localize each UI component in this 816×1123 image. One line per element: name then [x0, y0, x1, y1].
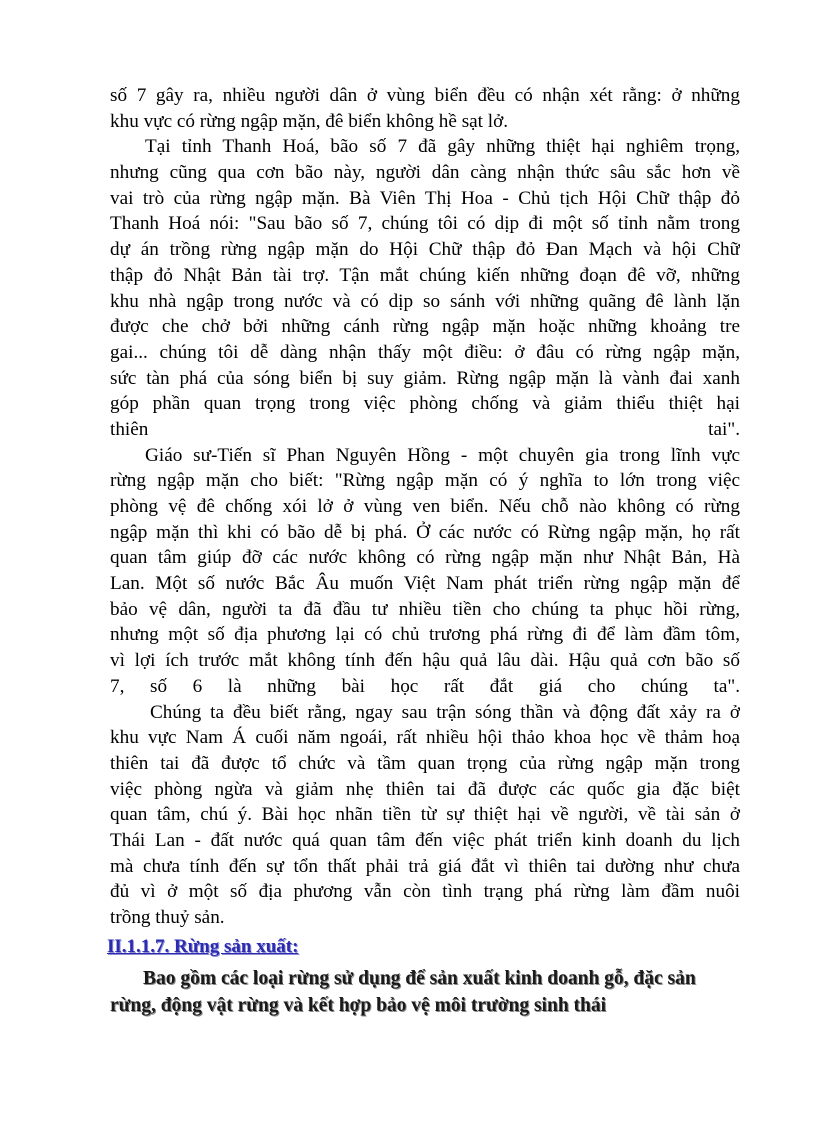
- text-line: dự án trồng rừng ngập mặn do Hội Chữ thập đỏ Đan Mạch và hội Chữ: [110, 239, 740, 261]
- text-line: gai... chúng tôi dễ dàng nhận thấy một điều: ở đâu có rừng ngập mặn,: [110, 341, 740, 363]
- text-line: ngập mặn thì khi có bão dễ bị phá. Ở các nước có Rừng ngập mặn, họ rất: [110, 521, 740, 543]
- text-line: được che chở bởi những cánh rừng ngập mặn hoặc những khoảng tre: [110, 316, 740, 338]
- text-line: khu vực Nam Á cuối năm ngoái, rất nhiều hội thảo khoa học về thảm hoạ: [110, 727, 740, 749]
- paragraph-4: [110, 700, 740, 931]
- text-line: nhưng một số địa phương lại có chủ trương phá rừng đi để làm đầm tôm,: [110, 624, 740, 646]
- text-line: khu nhà ngập trong nước và có dịp so sánh với những quãng đê lành lặn: [110, 290, 740, 312]
- text-line: Chúng ta đều biết rằng, ngay sau trận sóng thần và động đất xảy ra ở: [150, 701, 740, 723]
- document-page: [107, 83, 740, 1019]
- text-line: khu vực có rừng ngập mặn, đê biển không hề sạt lở.: [110, 110, 509, 132]
- text-line: Thanh Hoá nói: "Sau bão số 7, chúng tôi có dịp đi một số tỉnh nằm trong: [110, 213, 740, 235]
- text-line: thiên tai đã được tổ chức và tầm quan trọng của rừng ngập mặn trong: [110, 752, 740, 774]
- text-line: phòng vệ đê chống xói lở ở vùng ven biển. Nếu chỗ nào không có rừng: [110, 496, 740, 517]
- text-line: quan tâm giúp đỡ các nước không có rừng ngập mặn như Nhật Bản, Hà: [110, 547, 740, 569]
- text-line: đủ vì ở một số địa phương vẫn còn tình trạng phá rừng làm đầm nuôi: [110, 881, 740, 903]
- text-line: việc phòng ngừa và giảm nhẹ thiên tai đã được các quốc gia đặc biệt: [110, 778, 740, 800]
- text-line: 7, số 6 là những bài học rất đắt giá cho chúng ta".: [110, 675, 740, 697]
- text-line: Lan. Một số nước Bắc Âu muốn Việt Nam phát triển rừng ngập mặn để: [110, 573, 740, 595]
- text-line: nhưng cũng qua cơn bão này, người dân càng nhận thức sâu sắc hơn về: [110, 162, 740, 184]
- text-line: trồng thuỷ sản.: [110, 907, 225, 928]
- text-line: rừng ngập mặn cho biết: "Rừng ngập mặn có ý nghĩa to lớn trong việc: [110, 470, 740, 492]
- text-line: vai trò của rừng ngập mặn. Bà Viên Thị Hoa - Chủ tịch Hội Chữ thập đỏ: [110, 187, 740, 209]
- text-line: mà chưa tính đến sự tổn thất phải trả giá đắt vì thiên tai dường như chưa: [110, 855, 740, 877]
- section-heading: II.1.1.7. Rừng sản xuất:: [107, 935, 299, 957]
- text-line: thập đỏ Nhật Bản tài trợ. Tận mắt chúng kiến những đoạn đê vỡ, những: [110, 264, 740, 286]
- text-line: góp phần quan trọng trong việc phòng chống và giảm thiểu thiệt hại: [110, 393, 740, 415]
- paragraph-3: [110, 443, 740, 700]
- text-line: Giáo sư-Tiến sĩ Phan Nguyên Hồng - một chuyên gia trong lĩnh vực: [145, 444, 740, 466]
- text-line: sức tàn phá của sóng biển bị suy giảm. Rừng ngập mặn là vành đai xanh: [110, 367, 740, 389]
- text-line: số 7 gây ra, nhiều người dân ở vùng biển đều có nhận xét rằng: ở những: [110, 85, 740, 106]
- text-line: Thái Lan - đất nước quá quan tâm đến việc phát triển kinh doanh du lịch: [110, 829, 740, 851]
- text-line: vì lợi ích trước mắt không tính đến hậu quả lâu dài. Hậu quả cơn bão số: [110, 650, 740, 672]
- paragraph-2: [110, 134, 740, 442]
- text-line: bảo vệ dân, người ta đã đầu tư nhiều tiền cho chúng ta phục hồi rừng,: [110, 598, 740, 620]
- text-line: thiên tai".: [110, 418, 740, 440]
- paragraph-1: [110, 83, 740, 134]
- section-body: [110, 965, 740, 1019]
- text-line: Tại tỉnh Thanh Hoá, bão số 7 đã gây những thiệt hại nghiêm trọng,: [145, 136, 740, 158]
- text-line: quan tâm, chú ý. Bài học nhãn tiền từ sự thiệt hại về người, về tài sản ở: [110, 804, 740, 826]
- text-line: rừng, động vật rừng và kết hợp bảo vệ môi trường sinh thái: [110, 994, 607, 1016]
- text-line: Bao gồm các loại rừng sử dụng để sản xuất kinh doanh gỗ, đặc sản: [143, 967, 696, 989]
